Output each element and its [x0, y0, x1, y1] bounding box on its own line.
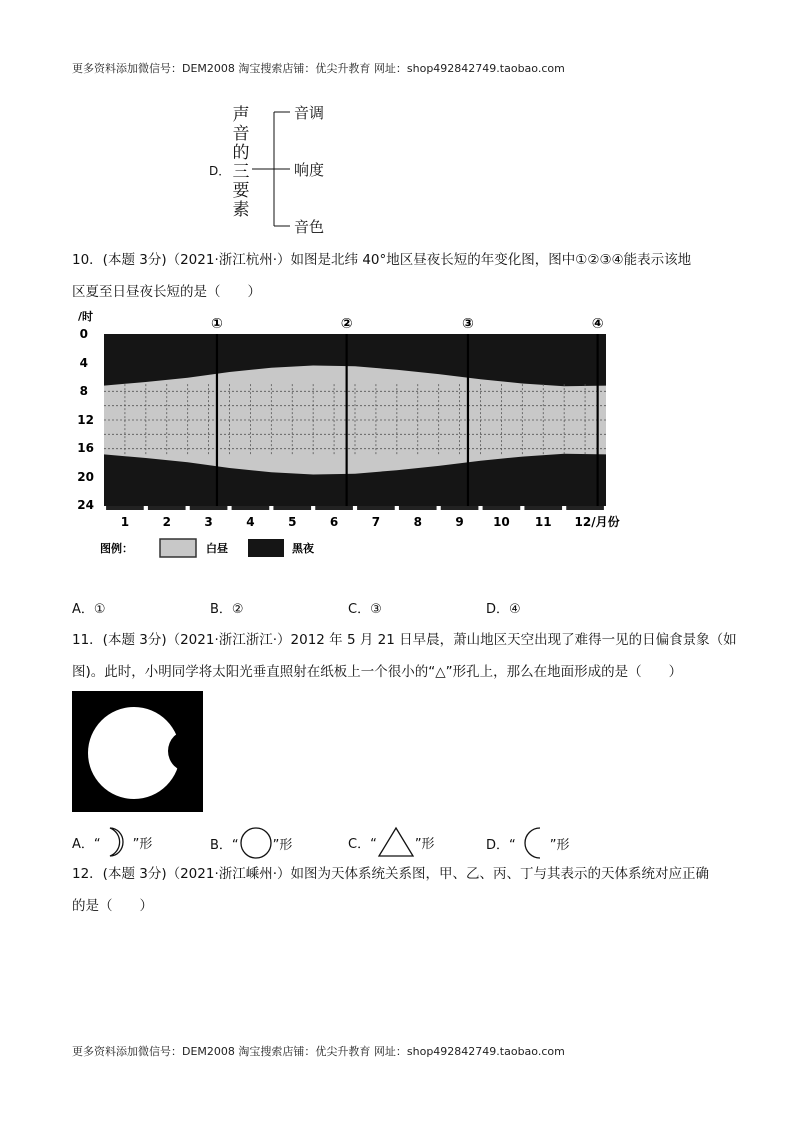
legend-night-swatch	[248, 539, 284, 557]
crescent-right-icon	[101, 826, 133, 858]
q10-option-d[interactable]: D．④	[486, 602, 521, 617]
chart-x-tick: 7	[371, 515, 381, 529]
chart-x-tick: 5	[288, 515, 297, 529]
tree-root-char: 音	[232, 124, 250, 144]
chart-x-axis-segment	[483, 506, 521, 510]
page-footer: 更多资料添加微信号：DEM2008 淘宝搜索店铺：优尖升教育 网址：shop492842749.taobao.com	[72, 1045, 565, 1058]
chart-x-axis-segment	[190, 506, 228, 510]
q11-option-b-prefix: B．“	[210, 837, 239, 853]
chart-x-tick: 12/月份	[574, 515, 620, 529]
q12-text	[72, 858, 709, 922]
chart-marker-label: ①	[211, 316, 223, 332]
tree-item-pitch: 音调	[294, 104, 325, 122]
chart-x-axis-segments	[106, 506, 604, 510]
q11-option-a-prefix: A．“	[72, 836, 101, 852]
legend-night-label: 黑夜	[292, 542, 314, 555]
tree-root-char: 要	[232, 181, 250, 201]
chart-x-axis-segment	[232, 506, 270, 510]
chart-y-tick: 8	[79, 384, 88, 398]
tree-bracket	[250, 100, 295, 240]
triangle-icon	[377, 826, 415, 858]
q10-option-a[interactable]: A．①	[72, 602, 106, 617]
chart-x-axis-segment	[315, 506, 353, 510]
legend-day-label: 白昼	[206, 542, 228, 555]
q11-option-a[interactable]	[72, 826, 152, 858]
partial-eclipse-image	[72, 691, 203, 812]
q11-option-d-prefix: D．“	[486, 837, 516, 853]
chart-y-tick: 0	[79, 327, 88, 341]
q10-option-c[interactable]: C．③	[348, 602, 382, 617]
q11-option-c-prefix: C．“	[348, 836, 377, 852]
chart-x-axis-segment	[524, 506, 562, 510]
page-header: 更多资料添加微信号：DEM2008 淘宝搜索店铺：优尖升教育 网址：shop492842749.taobao.com	[72, 62, 565, 75]
chart-marker-label: ③	[462, 316, 474, 332]
tree-root-label	[231, 106, 251, 220]
tree-root-char: 的	[232, 143, 250, 163]
q11-option-d-suffix: ”形	[549, 837, 570, 853]
q11-option-b-suffix: ”形	[272, 837, 293, 853]
q10-line1: 10．(本题 3分)（2021·浙江杭州·）如图是北纬 40°地区昼夜长短的年变化图，图中①②③④能表示该地	[72, 252, 692, 268]
q11-line2: 图)。此时，小明同学将太阳光垂直照射在纸板上一个很小的“△”形孔上，那么在地面形成的是（ ）	[72, 664, 683, 680]
chart-marker-label: ②	[340, 316, 353, 332]
chart-x-axis-segment	[148, 506, 186, 510]
legend-day-swatch	[160, 539, 196, 557]
chart-x-tick: 2	[162, 515, 171, 529]
chart-x-axis-segment	[566, 506, 604, 510]
chart-x-tick: 9	[455, 515, 464, 529]
chart-x-axis-segment	[106, 506, 144, 510]
chart-x-tick: 11	[534, 515, 552, 529]
q10-line2: 区夏至日昼夜长短的是（ ）	[72, 284, 261, 300]
tree-root-char: 三	[232, 162, 250, 182]
chart-x-ticks	[121, 514, 620, 529]
tree-root-char: 声	[232, 105, 250, 125]
chart-x-axis-segment	[399, 506, 437, 510]
chart-marker-label: ④	[591, 316, 604, 332]
chart-x-tick: 6	[329, 515, 339, 529]
crescent-left-icon	[516, 826, 550, 860]
chart-y-tick: 24	[77, 498, 94, 512]
q10-option-b[interactable]: B．②	[210, 602, 244, 617]
q12-line2: 的是（ ）	[72, 898, 153, 914]
circle-icon	[239, 826, 273, 860]
chart-y-tick: 16	[77, 441, 94, 455]
chart-x-axis-segment	[357, 506, 395, 510]
tree-item-loudness: 响度	[294, 161, 325, 179]
day-night-chart	[72, 306, 632, 568]
tree-item-timbre: 音色	[294, 218, 325, 236]
q11-text	[72, 624, 737, 688]
chart-y-tick: 4	[79, 356, 88, 370]
chart-x-tick: 4	[246, 515, 255, 529]
chart-x-axis-segment	[441, 506, 479, 510]
chart-x-tick: 1	[120, 515, 130, 529]
chart-y-tick: 20	[77, 470, 94, 484]
chart-x-axis-segment	[273, 506, 311, 510]
chart-y-tick: 12	[77, 413, 94, 427]
q10-text	[72, 244, 691, 308]
q11-option-c-suffix: ”形	[414, 836, 435, 852]
chart-x-tick: 3	[204, 515, 213, 529]
chart-x-tick: 8	[413, 515, 422, 529]
q11-option-d[interactable]	[486, 826, 570, 860]
tree-root-char: 素	[232, 200, 250, 220]
legend-title: 图例：	[100, 542, 133, 555]
q12-line1: 12．(本题 3分)（2021·浙江嵊州·）如图为天体系统关系图，甲、乙、丙、丁与其表示的天体系统对应正确	[72, 866, 710, 882]
q11-option-b[interactable]	[210, 826, 292, 860]
chart-y-axis-label: /时	[78, 310, 94, 323]
chart-x-tick: 10	[493, 515, 510, 529]
q11-line1: 11．(本题 3分)（2021·浙江浙江·）2012 年 5 月 21 日早晨，萧山地区天空出现了难得一见的日偏食景象（如	[72, 632, 737, 648]
option-d-label: D．	[209, 164, 231, 178]
q11-option-c[interactable]	[348, 826, 435, 858]
q11-option-a-suffix: ”形	[132, 836, 153, 852]
